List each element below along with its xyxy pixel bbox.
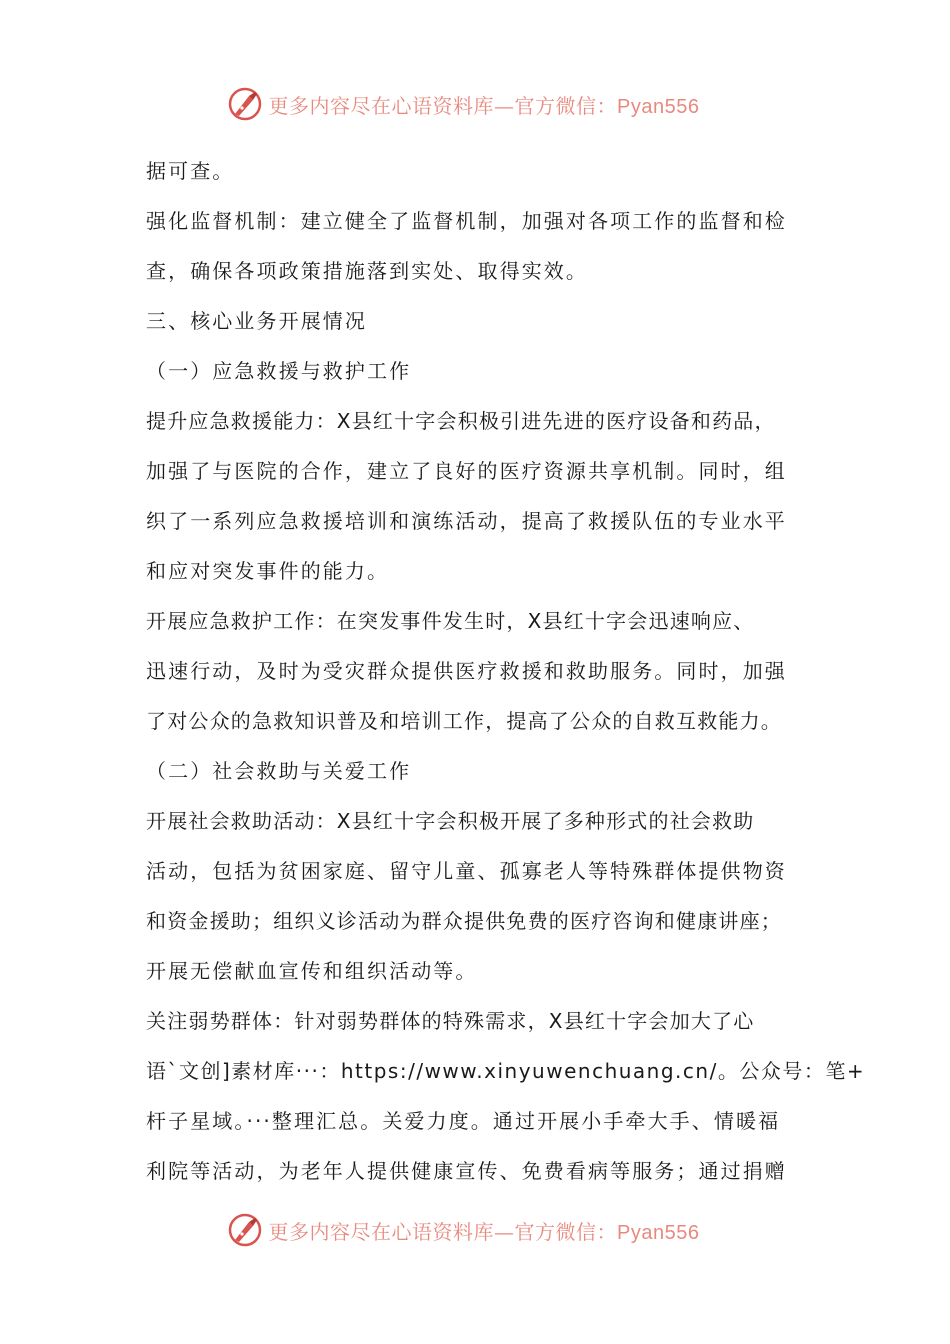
wechat-id: Pyan556 bbox=[617, 95, 700, 118]
watermark-text bbox=[269, 90, 700, 119]
wechat-id: Pyan556 bbox=[617, 1221, 700, 1244]
text-line: 关注弱势群体：针对弱势群体的特殊需求，X县红十字会加大了心 bbox=[146, 1009, 755, 1033]
text-line: 利院等活动，为老年人提供健康宣传、免费看病等服务；通过捐赠 bbox=[146, 1159, 787, 1183]
text-line: 强化监督机制：建立健全了监督机制，加强对各项工作的监督和检 bbox=[146, 209, 787, 233]
text-line: 织了一系列应急救援培训和演练活动，提高了救援队伍的专业水平 bbox=[146, 509, 787, 533]
text-line: 提升应急救援能力：X县红十字会积极引进先进的医疗设备和药品， bbox=[146, 409, 776, 433]
section-heading: 三、核心业务开展情况 bbox=[146, 309, 367, 333]
text-line: 和应对突发事件的能力。 bbox=[146, 559, 390, 583]
text-line: 据可查。 bbox=[146, 159, 235, 183]
text-line: 活动，包括为贫困家庭、留守儿童、孤寡老人等特殊群体提供物资 bbox=[146, 859, 787, 883]
subsection-heading: （一）应急救援与救护工作 bbox=[146, 359, 412, 383]
text-line-with-url: 语`文创]素材库···：https://www.xinyuwenchuang.cn/。公众号：笔+ bbox=[146, 1059, 866, 1083]
watermark-text bbox=[269, 1216, 700, 1245]
pen-nib-logo-icon bbox=[227, 1212, 263, 1248]
watermark-label: 更多内容尽在心语资料库—官方微信： bbox=[268, 1219, 618, 1244]
document-body bbox=[146, 146, 866, 1196]
text-line: 和资金援助；组织义诊活动为群众提供免费的医疗咨询和健康讲座； bbox=[146, 909, 782, 933]
text-line: 开展应急救护工作：在突发事件发生时，X县红十字会迅速响应、 bbox=[146, 609, 755, 633]
text-line: 了对公众的急救知识普及和培训工作，提高了公众的自救互救能力。 bbox=[146, 709, 782, 733]
footer-watermark-banner bbox=[0, 1210, 950, 1250]
subsection-heading: （二）社会救助与关爱工作 bbox=[146, 759, 412, 783]
text-line: 杆子星域。···整理汇总。关爱力度。通过开展小手牵大手、情暖福 bbox=[146, 1109, 781, 1133]
text-line: 加强了与医院的合作，建立了良好的医疗资源共享机制。同时，组 bbox=[146, 459, 787, 483]
header-watermark-banner bbox=[0, 84, 950, 124]
text-line: 迅速行动，及时为受灾群众提供医疗救援和救助服务。同时，加强 bbox=[146, 659, 787, 683]
text-line: 开展无偿献血宣传和组织活动等。 bbox=[146, 959, 478, 983]
text-line: 查，确保各项政策措施落到实处、取得实效。 bbox=[146, 259, 588, 283]
text-line: 开展社会救助活动：X县红十字会积极开展了多种形式的社会救助 bbox=[146, 809, 755, 833]
watermark-label: 更多内容尽在心语资料库—官方微信： bbox=[268, 93, 618, 118]
pen-nib-logo-icon bbox=[227, 86, 263, 122]
